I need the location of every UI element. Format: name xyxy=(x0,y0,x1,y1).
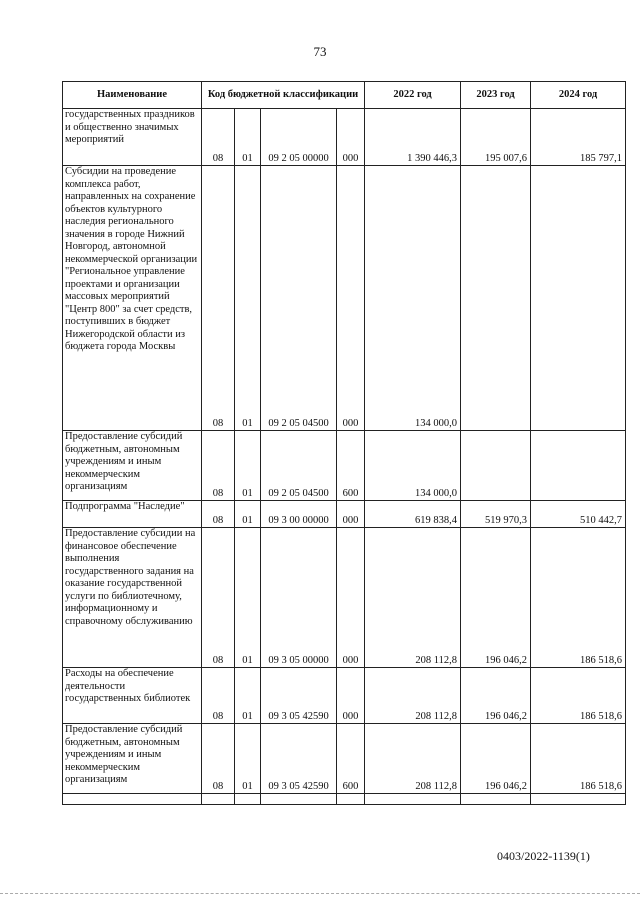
row-name: Подпрограмма "Наследие" xyxy=(63,501,202,528)
table-row-empty xyxy=(63,794,626,805)
empty-cell xyxy=(235,794,261,805)
row-code-target: 09 3 05 00000 xyxy=(261,528,337,668)
row-code-section: 08 xyxy=(202,166,235,431)
row-name: Предоставление субсидий бюджетным, автономным учреждениям и иным некоммерческим организациям xyxy=(63,431,202,501)
row-value-2023: 195 007,6 xyxy=(461,109,531,166)
row-value-2022: 134 000,0 xyxy=(365,166,461,431)
row-code-subsection: 01 xyxy=(235,109,261,166)
row-code-type: 000 xyxy=(337,528,365,668)
row-value-2023: 196 046,2 xyxy=(461,528,531,668)
table-row xyxy=(63,528,626,668)
row-name: Расходы на обеспечение деятельности государственных библиотек xyxy=(63,668,202,724)
document-number: 0403/2022-1139(1) xyxy=(497,849,590,863)
header-name: Наименование xyxy=(63,82,202,109)
scan-artifact-line xyxy=(0,893,640,894)
row-code-type: 000 xyxy=(337,109,365,166)
header-code: Код бюджетной классификации xyxy=(202,82,365,109)
row-value-2023: 196 046,2 xyxy=(461,668,531,724)
row-code-subsection: 01 xyxy=(235,528,261,668)
header-2024: 2024 год xyxy=(531,82,626,109)
row-code-type: 600 xyxy=(337,724,365,794)
table-row xyxy=(63,724,626,794)
row-code-type: 000 xyxy=(337,166,365,431)
row-value-2024 xyxy=(531,431,626,501)
empty-cell xyxy=(531,794,626,805)
empty-cell xyxy=(337,794,365,805)
empty-cell xyxy=(261,794,337,805)
row-code-section: 08 xyxy=(202,431,235,501)
row-value-2023 xyxy=(461,166,531,431)
empty-cell xyxy=(202,794,235,805)
row-code-type: 000 xyxy=(337,668,365,724)
row-value-2022: 208 112,8 xyxy=(365,668,461,724)
row-value-2022: 1 390 446,3 xyxy=(365,109,461,166)
row-code-subsection: 01 xyxy=(235,668,261,724)
row-value-2022: 208 112,8 xyxy=(365,528,461,668)
table-row xyxy=(63,501,626,528)
empty-cell xyxy=(461,794,531,805)
row-value-2023: 519 970,3 xyxy=(461,501,531,528)
row-code-section: 08 xyxy=(202,528,235,668)
empty-cell xyxy=(63,794,202,805)
row-code-target: 09 3 05 42590 xyxy=(261,724,337,794)
row-code-target: 09 3 00 00000 xyxy=(261,501,337,528)
page-number: 73 xyxy=(313,44,327,59)
table-row xyxy=(63,668,626,724)
row-code-target: 09 3 05 42590 xyxy=(261,668,337,724)
budget-table xyxy=(62,81,626,805)
header-2022: 2022 год xyxy=(365,82,461,109)
row-value-2023 xyxy=(461,431,531,501)
row-code-type: 000 xyxy=(337,501,365,528)
row-name: государственных праздников и общественно значимых мероприятий xyxy=(63,109,202,166)
table-row xyxy=(63,166,626,431)
row-value-2023: 196 046,2 xyxy=(461,724,531,794)
row-value-2022: 208 112,8 xyxy=(365,724,461,794)
row-value-2024: 510 442,7 xyxy=(531,501,626,528)
row-code-target: 09 2 05 00000 xyxy=(261,109,337,166)
table-row xyxy=(63,431,626,501)
header-2023: 2023 год xyxy=(461,82,531,109)
row-code-section: 08 xyxy=(202,724,235,794)
row-value-2024: 186 518,6 xyxy=(531,528,626,668)
row-value-2024: 186 518,6 xyxy=(531,668,626,724)
row-code-subsection: 01 xyxy=(235,501,261,528)
row-code-section: 08 xyxy=(202,668,235,724)
row-value-2024: 186 518,6 xyxy=(531,724,626,794)
row-value-2022: 619 838,4 xyxy=(365,501,461,528)
row-code-section: 08 xyxy=(202,501,235,528)
row-code-target: 09 2 05 04500 xyxy=(261,431,337,501)
row-code-subsection: 01 xyxy=(235,431,261,501)
row-value-2024: 185 797,1 xyxy=(531,109,626,166)
row-code-subsection: 01 xyxy=(235,724,261,794)
row-code-subsection: 01 xyxy=(235,166,261,431)
header-row xyxy=(63,82,626,109)
row-name: Предоставление субсидий бюджетным, автономным учреждениям и иным некоммерческим организациям xyxy=(63,724,202,794)
empty-cell xyxy=(365,794,461,805)
row-value-2024 xyxy=(531,166,626,431)
row-code-type: 600 xyxy=(337,431,365,501)
row-name: Предоставление субсидии на финансовое обеспечение выполнения государственного задания на оказание государственной услуги по библиотечному, информационному и справочному обслуживанию xyxy=(63,528,202,668)
row-value-2022: 134 000,0 xyxy=(365,431,461,501)
row-name: Субсидии на проведение комплекса работ, направленных на сохранение объектов культурного наследия регионального значения в городе Нижний Новгород, автономной некоммерческой организации "Региональное управление проектами и организации массовых мероприятий "Центр 800" за счет средств, поступивших в бюджет Нижегородской области из бюджета города Москвы xyxy=(63,166,202,431)
row-code-section: 08 xyxy=(202,109,235,166)
row-code-target: 09 2 05 04500 xyxy=(261,166,337,431)
table-row xyxy=(63,109,626,166)
